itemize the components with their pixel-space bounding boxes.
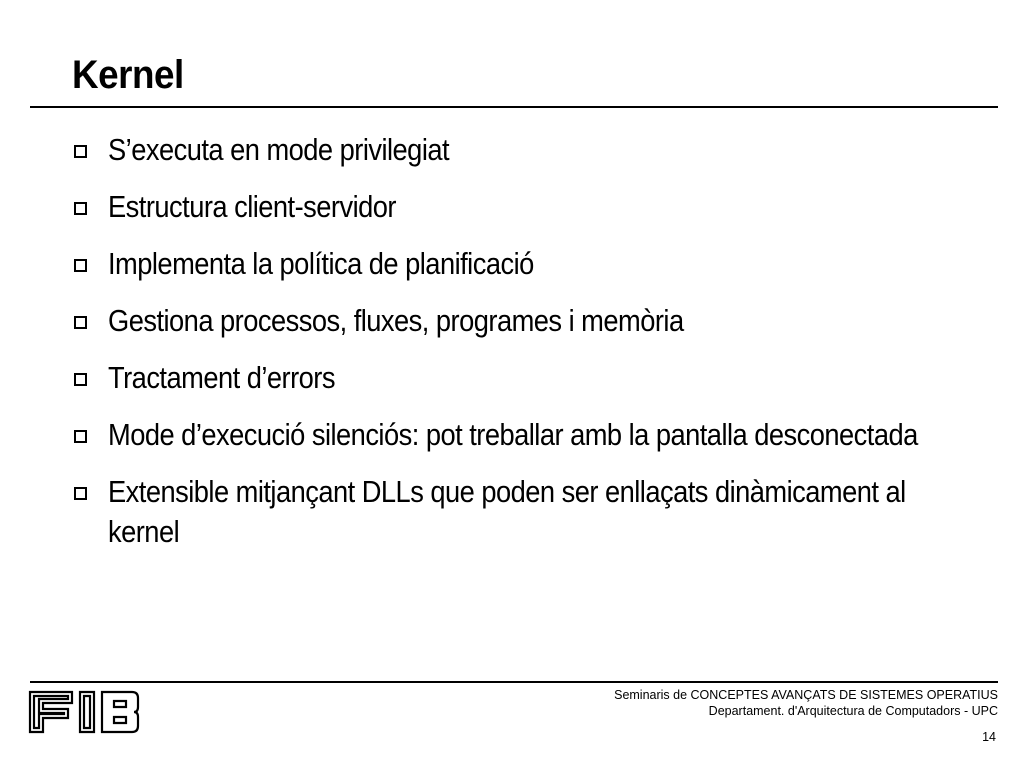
bullet-text: Mode d’execució silenciós: pot treballar amb la pantalla desconectada [108, 417, 918, 452]
bullet-item [72, 187, 972, 227]
bullet-text: Implementa la política de planificació [108, 246, 534, 281]
hollow-square-bullet-icon [74, 145, 87, 158]
bullet-item [72, 301, 972, 341]
hollow-square-bullet-icon [74, 487, 87, 500]
footer-department-line: Departament. d'Arquitectura de Computadors - UPC [708, 704, 998, 718]
hollow-square-bullet-icon [74, 202, 87, 215]
bullet-text: S’executa en mode privilegiat [108, 132, 450, 167]
bullet-text: Extensible mitjançant DLLs que poden ser enllaçats dinàmicament al kernel [108, 474, 906, 549]
bullet-item [72, 244, 972, 284]
bullet-text: Estructura client-servidor [108, 189, 396, 224]
bullet-text: Gestiona processos, fluxes, programes i memòria [108, 303, 684, 338]
bullet-text: Tractament d’errors [108, 360, 335, 395]
footer-info [614, 687, 998, 719]
page-number: 14 [982, 730, 996, 744]
fib-logo [28, 690, 140, 734]
hollow-square-bullet-icon [74, 316, 87, 329]
bullet-item [72, 358, 972, 398]
bullet-item [72, 130, 972, 170]
hollow-square-bullet-icon [74, 430, 87, 443]
bullet-list [72, 130, 972, 569]
footer-divider [30, 681, 998, 683]
hollow-square-bullet-icon [74, 259, 87, 272]
bullet-item [72, 415, 972, 455]
hollow-square-bullet-icon [74, 373, 87, 386]
slide-title: Kernel [72, 53, 184, 97]
bullet-item [72, 472, 972, 552]
footer-course-line: Seminaris de CONCEPTES AVANÇATS DE SISTEMES OPERATIUS [614, 688, 998, 702]
title-divider [30, 106, 998, 108]
